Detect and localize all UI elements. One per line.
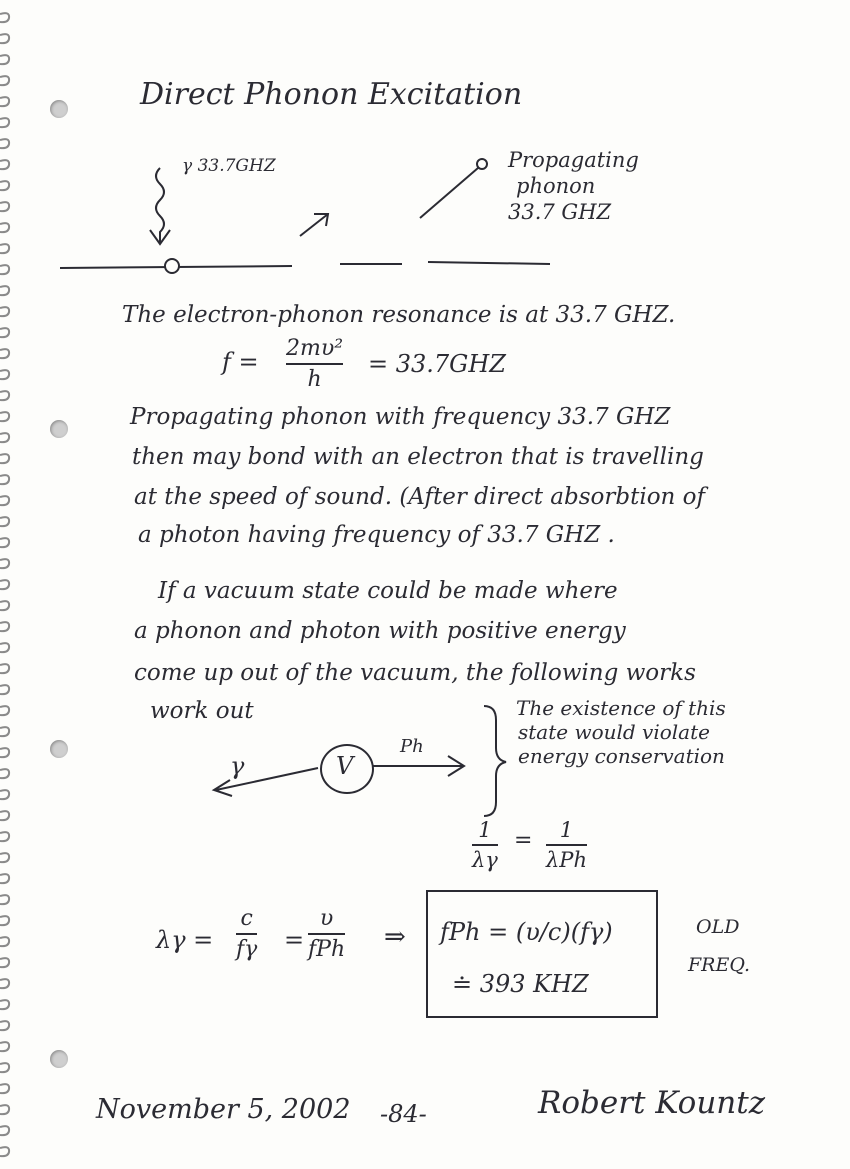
spiral-coil [0,853,9,862]
spiral-coil [0,1042,9,1051]
phonon-label: Ph [400,736,424,757]
paragraph-2-line: a phonon and photon with positive energy [134,618,626,644]
formula2-rhs-num: 1 [559,818,574,842]
spiral-coil [0,1147,9,1156]
formula3-fraction1 [236,906,257,962]
formula3-eq: = [284,926,305,954]
formula3-f2-num: υ [319,906,334,931]
spiral-coil [0,1126,9,1135]
formula2-eq: = [514,828,533,853]
bracket-note-line: state would violate [518,720,710,744]
page-title: Direct Phonon Excitation [140,77,523,112]
side-note-line1: OLD [696,916,740,938]
spiral-coil [0,874,9,883]
boxed-result [426,890,658,1018]
formula1-lhs: f = [222,348,259,376]
paragraph-1-line: Propagating phonon with frequency 33.7 GHZ [130,404,671,430]
formula3-lhs: λγ = [156,926,214,954]
spiral-coil [0,1105,9,1114]
formula3-f1-num: c [240,906,253,931]
formula2-lhs-den: λγ [472,848,498,872]
bracket-note-line: energy conservation [518,744,725,768]
formula3-implies: ⇒ [384,922,406,952]
boxed-result-line1: fPh = (υ/c)(fγ) [440,918,613,946]
bracket-note-line: The existence of this [516,696,726,720]
footer-page-number: -84- [380,1100,427,1128]
spiral-coil [0,1063,9,1072]
photon-label: γ 33.7GHZ [182,156,276,176]
footer-date: November 5, 2002 [96,1094,351,1125]
resonance-sentence: The electron-phonon resonance is at 33.7 GHZ. [122,302,676,328]
formula1-rhs: = 33.7GHZ [368,350,506,378]
paragraph-2-line: If a vacuum state could be made where [158,578,618,604]
spiral-coil [0,1021,9,1030]
phonon-label-line3: 33.7 GHZ [508,200,612,224]
formula2-lhs-num: 1 [478,818,492,842]
paragraph-1-line: then may bond with an electron that is travelling [132,444,704,470]
formula1-numerator: 2mυ² [286,336,344,361]
spiral-coil [0,1084,9,1093]
spiral-coil [0,937,9,946]
spiral-coil [0,958,9,967]
phonon-label-line1: Propagating [508,148,639,172]
formula2-rhs [546,818,587,872]
spiral-coil [0,916,9,925]
paragraph-2-line: work out [150,698,254,724]
spiral-coil [0,895,9,904]
phonon-label-line2: phonon [516,174,596,198]
formula2-lhs [472,818,498,872]
formula3-f1-den: fγ [236,937,258,962]
boxed-result-line2: ≐ 393 KHZ [452,970,589,998]
vertex-label: V [336,752,354,780]
photon-symbol: γ [230,752,245,780]
formula3-f2-den: fPh [308,937,346,962]
brace [484,706,506,816]
footer-signature: Robert Kountz [538,1085,766,1121]
side-note-line2: FREQ. [688,954,751,976]
formula1-denominator: h [307,367,322,392]
paragraph-2-line: come up out of the vacuum, the following works [134,660,696,686]
spiral-coil [0,979,9,988]
paragraph-1-line: at the speed of sound. (After direct absorbtion of [134,484,706,510]
paragraph-1-line: a photon having frequency of 33.7 GHZ . [138,522,615,548]
formula3-fraction2 [308,906,345,962]
spiral-coil [0,1000,9,1009]
punch-hole [50,1050,68,1068]
formula2-rhs-den: λPh [546,848,587,872]
